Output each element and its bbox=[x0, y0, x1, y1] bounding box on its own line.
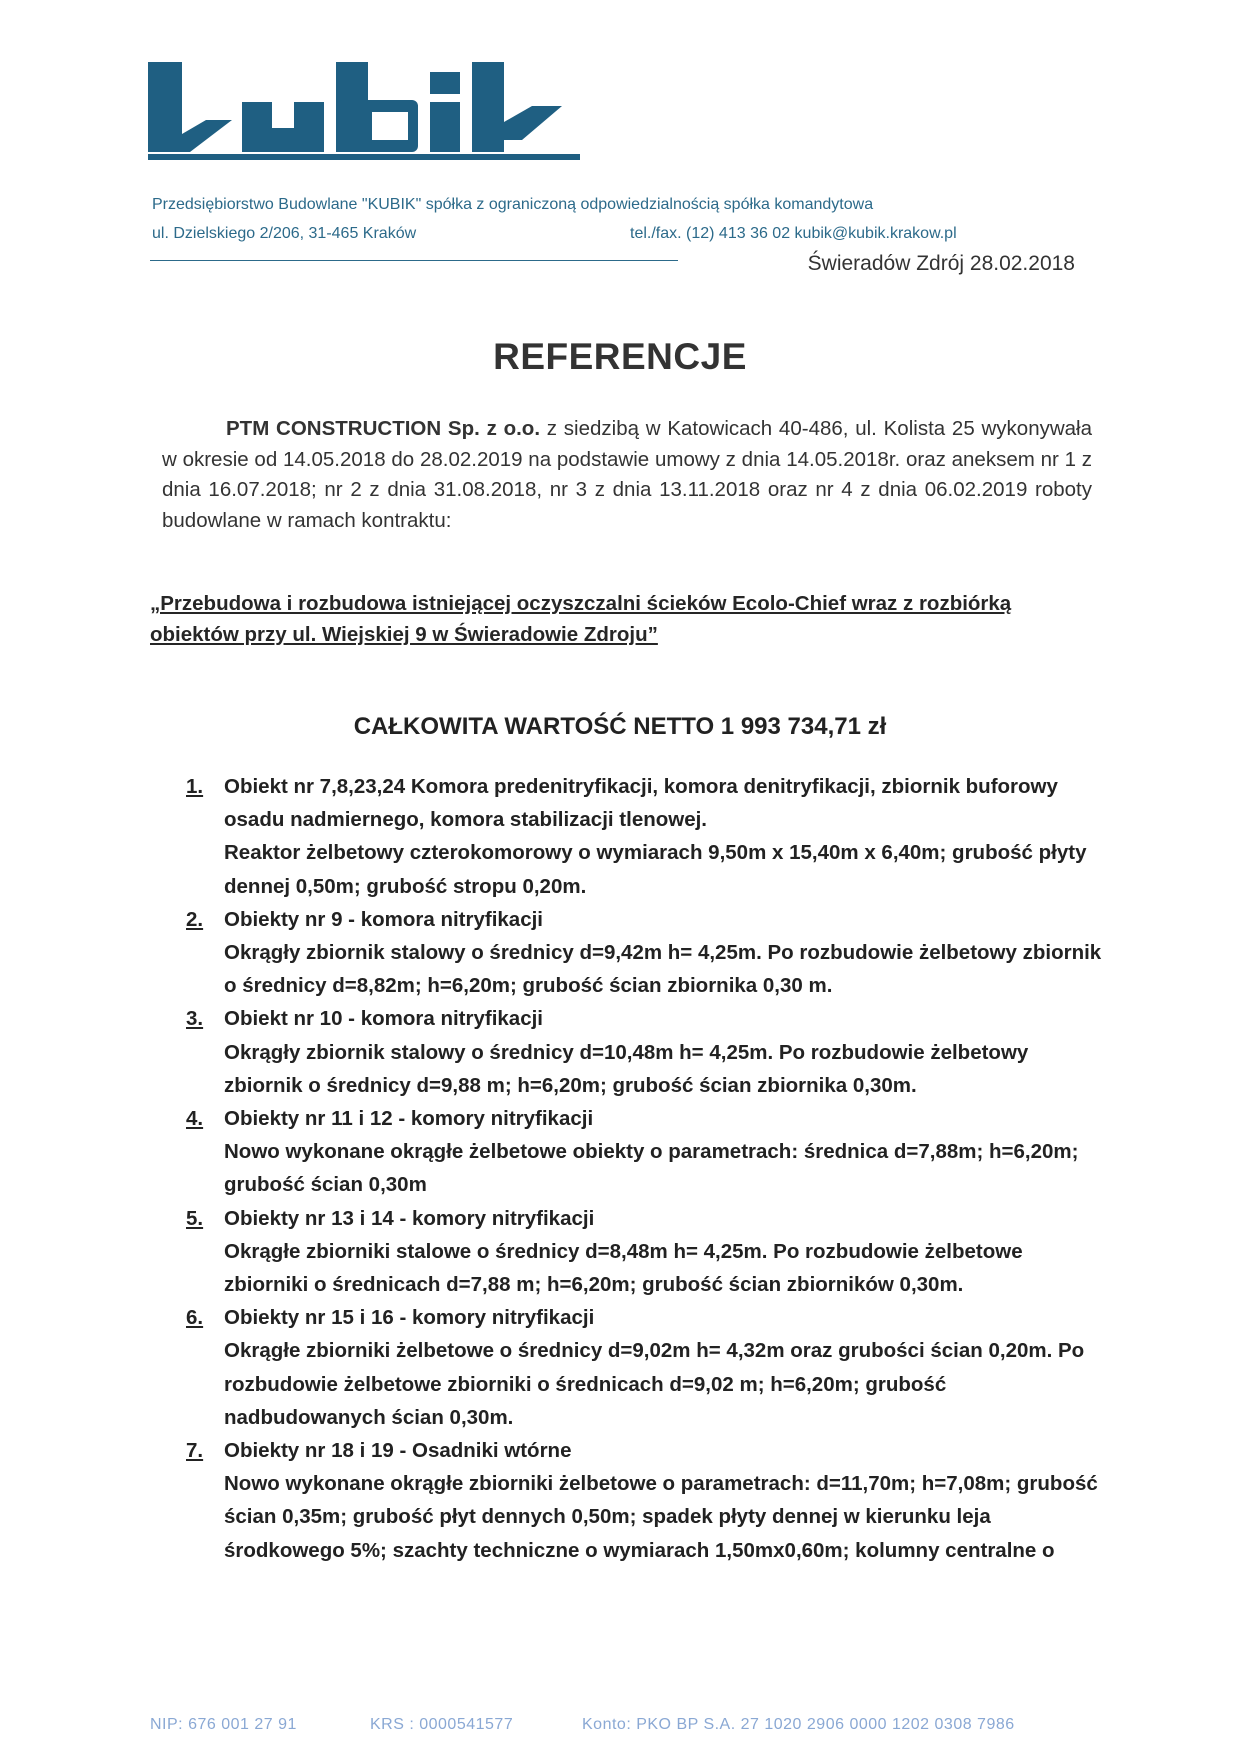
item-description: Nowo wykonane okrągłe zbiorniki żelbetowe o parametrach: d=11,70m; h=7,08m; grubość ścian 0,35m; grubość płyt dennych 0,50m; spadek płyty dennej w kierunku leja środkowego 5%; szachty techniczne o wymiarach 1,50mx0,60m; kolumny centralne o bbox=[224, 1472, 1098, 1562]
item-heading: Obiekty nr 18 i 19 - Osadniki wtórne bbox=[224, 1439, 572, 1463]
list-item bbox=[186, 1434, 1106, 1567]
intro-paragraph bbox=[162, 414, 1092, 536]
footer-bank-account: Konto: PKO BP S.A. 27 1020 2906 0000 1202 0308 7986 bbox=[582, 1716, 1015, 1733]
item-heading: Obiekt nr 7,8,23,24 Komora predenitryfikacji, komora denitryfikacji, zbiornik buforowy osadu nadmiernego, komora stabilizacji tlenowej. bbox=[224, 775, 1058, 832]
item-number: 5. bbox=[186, 1206, 204, 1230]
footer-nip: NIP: 676 001 27 91 bbox=[150, 1716, 297, 1733]
item-number: 6. bbox=[186, 1306, 204, 1330]
project-title-line: obiektów przy ul. Wiejskiej 9 w Świeradowie Zdroju” bbox=[150, 623, 658, 646]
item-heading: Obiekty nr 15 i 16 - komory nitryfikacji bbox=[224, 1306, 595, 1330]
item-description: Okrągłe zbiorniki żelbetowe o średnicy d=9,02m h= 4,32m oraz grubości ścian 0,20m. Po rozbudowie żelbetowe zbiorniki o średnicach d=9,02 m; h=6,20m; grubość nadbudowanych ścian 0,30m. bbox=[224, 1339, 1085, 1429]
item-number: 7. bbox=[186, 1439, 204, 1463]
item-description: Nowo wykonane okrągłe żelbetowe obiekty o parametrach: średnica d=7,88m; h=6,20m; grubość ścian 0,30m bbox=[224, 1140, 1079, 1197]
footer-krs: KRS : 0000541577 bbox=[370, 1716, 514, 1733]
list-item bbox=[186, 770, 1106, 903]
company-name: Przedsiębiorstwo Budowlane "KUBIK" spółka z ograniczoną odpowiedzialnością spółka komandytowa bbox=[152, 196, 874, 213]
item-number: 4. bbox=[186, 1107, 204, 1131]
list-item bbox=[186, 903, 1106, 1003]
intro-text: z siedzibą w Katowicach 40-486, ul. Kolista 25 wykonywała w okresie od 14.05.2018 do 28.02.2019 na podstawie umowy z dnia 14.05.2018r. oraz aneksem nr 1 z dnia 16.07.2018; nr 2 z dnia 31.08.2018, nr 3 z dnia 13.11.2018 oraz nr 4 z dnia 06.02.2019 roboty budowlane w ramach kontraktu: bbox=[162, 417, 1093, 532]
item-heading: Obiekt nr 10 - komora nitryfikacji bbox=[224, 1007, 543, 1031]
list-item bbox=[186, 1002, 1106, 1102]
item-description: Okrągły zbiornik stalowy o średnicy d=10,48m h= 4,25m. Po rozbudowie żelbetowy zbiornik o średnicy d=9,88 m; h=6,20m; grubość ścian zbiornika 0,30m. bbox=[224, 1040, 1029, 1097]
kubik-logo bbox=[148, 62, 580, 166]
item-number: 3. bbox=[186, 1007, 204, 1031]
list-item bbox=[186, 1202, 1106, 1302]
total-net-value: CAŁKOWITA WARTOŚĆ NETTO 1 993 734,71 zł bbox=[353, 713, 887, 740]
item-heading: Obiekty nr 13 i 14 - komory nitryfikacji bbox=[224, 1206, 595, 1230]
item-description: Reaktor żelbetowy czterokomorowy o wymiarach 9,50m x 15,40m x 6,40m; grubość płyty dennej 0,50m; grubość stropu 0,20m. bbox=[224, 841, 1087, 898]
item-description: Okrągły zbiornik stalowy o średnicy d=9,42m h= 4,25m. Po rozbudowie żelbetowy zbiornik o średnicy d=8,82m; h=6,20m; grubość ścian zbiornika 0,30 m. bbox=[224, 941, 1102, 998]
item-description: Okrągłe zbiorniki stalowe o średnicy d=8,48m h= 4,25m. Po rozbudowie żelbetowe zbiorniki o średnicach d=7,88 m; h=6,20m; grubość ścian zbiorników 0,30m. bbox=[224, 1239, 1023, 1297]
document-title: REFERENCJE bbox=[493, 336, 747, 377]
list-item bbox=[186, 1102, 1106, 1202]
works-list bbox=[186, 770, 1106, 1567]
list-item bbox=[186, 1301, 1106, 1434]
company-address: ul. Dzielskiego 2/206, 31-465 Kraków bbox=[152, 225, 417, 242]
item-number: 1. bbox=[186, 775, 204, 798]
project-title-line: „Przebudowa i rozbudowa istniejącej oczyszczalni ścieków Ecolo-Chief wraz z rozbiórką bbox=[150, 592, 1012, 615]
item-heading: Obiekty nr 11 i 12 - komory nitryfikacji bbox=[224, 1107, 594, 1131]
company-contact: tel./fax. (12) 413 36 02 kubik@kubik.krakow.pl bbox=[630, 225, 957, 242]
item-heading: Obiekty nr 9 - komora nitryfikacji bbox=[224, 907, 543, 931]
item-number: 2. bbox=[186, 907, 204, 931]
place-date: Świeradów Zdrój 28.02.2018 bbox=[807, 252, 1075, 275]
project-title bbox=[150, 588, 1050, 650]
intro-company: PTM CONSTRUCTION Sp. z o.o. bbox=[226, 417, 541, 440]
